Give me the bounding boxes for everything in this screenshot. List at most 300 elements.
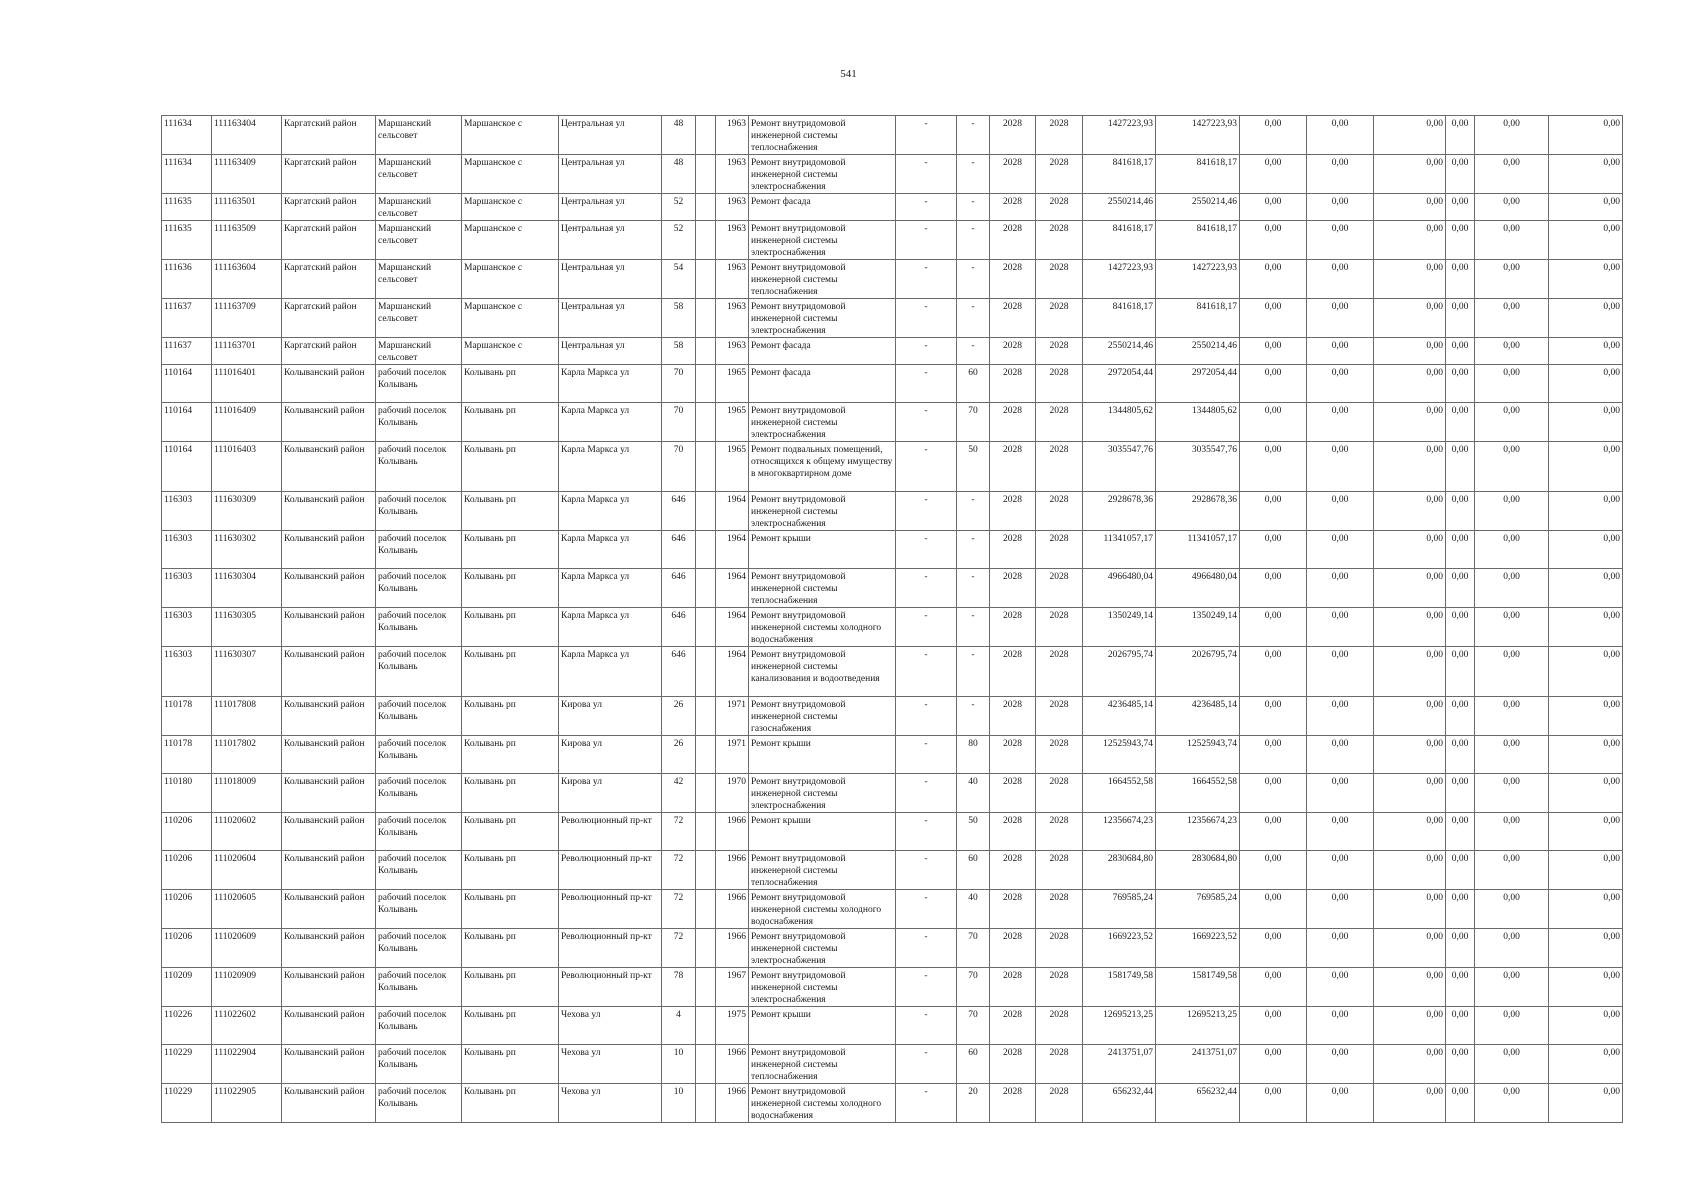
cell-house-number: 48	[662, 116, 696, 155]
cell-year: 1964	[716, 492, 749, 531]
cell-district: Колыванский район	[282, 647, 376, 697]
cell-municipality: рабочий поселок Колывань	[376, 569, 462, 608]
cell-house-number: 78	[662, 968, 696, 1007]
cell-plan-year-start: 2028	[990, 851, 1036, 890]
cell-street: Центральная ул	[559, 260, 662, 299]
cell-cost-col-b: 40	[957, 774, 990, 813]
table-row	[162, 929, 1623, 968]
cell-street: Центральная ул	[559, 221, 662, 260]
cell-cost-col-a: -	[896, 1007, 957, 1045]
cell-district: Каргатский район	[282, 338, 376, 365]
cell-street: Карла Маркса ул	[559, 492, 662, 531]
table-row	[162, 442, 1623, 492]
cell-year: 1966	[716, 1045, 749, 1084]
cell-plan-year-start: 2028	[990, 647, 1036, 697]
cell-fund-4: 0,00	[1446, 736, 1475, 774]
cell-house-code: 110206	[162, 890, 212, 929]
table-row	[162, 492, 1623, 531]
cell-building	[696, 299, 716, 338]
cell-district: Колыванский район	[282, 531, 376, 569]
cell-building	[696, 442, 716, 492]
cell-year: 1966	[716, 813, 749, 851]
cell-settlement: Колывань рп	[462, 442, 559, 492]
cell-plan-year-start: 2028	[990, 442, 1036, 492]
cell-house-number: 70	[662, 442, 696, 492]
cell-total-cost: 1350249,14	[1083, 608, 1156, 647]
cell-cost-col-b: -	[957, 697, 990, 736]
cell-year: 1971	[716, 697, 749, 736]
cell-cost-col-a: -	[896, 299, 957, 338]
cell-total-cost: 4236485,14	[1083, 697, 1156, 736]
table-row	[162, 813, 1623, 851]
cell-fund-1: 0,00	[1240, 851, 1307, 890]
cell-program-code: 111020602	[212, 813, 282, 851]
cell-program-code: 111163709	[212, 299, 282, 338]
table-row	[162, 608, 1623, 647]
cell-cost-col-a: -	[896, 365, 957, 403]
cell-fund-2: 0,00	[1307, 221, 1374, 260]
cell-fund-6: 0,00	[1549, 403, 1623, 442]
cell-work-type: Ремонт фасада	[749, 338, 896, 365]
cell-fund-4: 0,00	[1446, 365, 1475, 403]
page-number: 541	[840, 68, 857, 80]
cell-cost-col-a: -	[896, 851, 957, 890]
cell-plan-year-start: 2028	[990, 221, 1036, 260]
cell-house-code: 111637	[162, 299, 212, 338]
cell-building	[696, 531, 716, 569]
cell-year: 1963	[716, 194, 749, 221]
cell-fund-2: 0,00	[1307, 531, 1374, 569]
cell-work-type: Ремонт внутридомовой инженерной системы электроснабжения	[749, 774, 896, 813]
cell-fund-2: 0,00	[1307, 442, 1374, 492]
cell-cost-total-2: 2550214,46	[1156, 338, 1240, 365]
cell-program-code: 111017808	[212, 697, 282, 736]
cell-cost-col-a: -	[896, 929, 957, 968]
cell-street: Кирова ул	[559, 774, 662, 813]
cell-year: 1963	[716, 260, 749, 299]
cell-cost-col-b: 50	[957, 813, 990, 851]
table-row	[162, 116, 1623, 155]
cell-program-code: 111163409	[212, 155, 282, 194]
cell-program-code: 111016401	[212, 365, 282, 403]
cell-work-type: Ремонт внутридомовой инженерной системы теплоснабжения	[749, 1045, 896, 1084]
cell-district: Колыванский район	[282, 492, 376, 531]
cell-district: Колыванский район	[282, 569, 376, 608]
cell-fund-1: 0,00	[1240, 569, 1307, 608]
cell-cost-col-b: -	[957, 116, 990, 155]
cell-fund-6: 0,00	[1549, 647, 1623, 697]
cell-cost-total-2: 2550214,46	[1156, 194, 1240, 221]
cell-fund-4: 0,00	[1446, 813, 1475, 851]
cell-district: Каргатский район	[282, 194, 376, 221]
table-row	[162, 1045, 1623, 1084]
cell-house-number: 26	[662, 697, 696, 736]
cell-total-cost: 1344805,62	[1083, 403, 1156, 442]
table-row	[162, 260, 1623, 299]
cell-plan-year-end: 2028	[1036, 813, 1083, 851]
cell-cost-total-2: 1350249,14	[1156, 608, 1240, 647]
cell-building	[696, 1084, 716, 1123]
cell-plan-year-start: 2028	[990, 929, 1036, 968]
cell-fund-1: 0,00	[1240, 929, 1307, 968]
cell-house-number: 72	[662, 890, 696, 929]
cell-year: 1964	[716, 608, 749, 647]
cell-fund-1: 0,00	[1240, 1045, 1307, 1084]
cell-fund-2: 0,00	[1307, 1045, 1374, 1084]
cell-house-code: 111636	[162, 260, 212, 299]
cell-building	[696, 697, 716, 736]
cell-fund-4: 0,00	[1446, 155, 1475, 194]
cell-cost-col-b: -	[957, 531, 990, 569]
cell-fund-3: 0,00	[1374, 647, 1446, 697]
cell-plan-year-end: 2028	[1036, 890, 1083, 929]
cell-street: Кирова ул	[559, 697, 662, 736]
cell-settlement: Колывань рп	[462, 403, 559, 442]
cell-fund-2: 0,00	[1307, 403, 1374, 442]
cell-street: Карла Маркса ул	[559, 442, 662, 492]
cell-fund-4: 0,00	[1446, 338, 1475, 365]
cell-cost-col-b: 50	[957, 442, 990, 492]
cell-cost-total-2: 2830684,80	[1156, 851, 1240, 890]
cell-fund-4: 0,00	[1446, 531, 1475, 569]
cell-program-code: 111016403	[212, 442, 282, 492]
cell-cost-col-a: -	[896, 531, 957, 569]
cell-building	[696, 608, 716, 647]
cell-fund-6: 0,00	[1549, 260, 1623, 299]
cell-year: 1963	[716, 338, 749, 365]
cell-street: Революционный пр-кт	[559, 968, 662, 1007]
cell-total-cost: 3035547,76	[1083, 442, 1156, 492]
cell-year: 1963	[716, 221, 749, 260]
cell-work-type: Ремонт внутридомовой инженерной системы электроснабжения	[749, 221, 896, 260]
cell-plan-year-start: 2028	[990, 1007, 1036, 1045]
cell-municipality: Маршанский сельсовет	[376, 338, 462, 365]
cell-fund-3: 0,00	[1374, 221, 1446, 260]
cell-fund-2: 0,00	[1307, 968, 1374, 1007]
cell-fund-4: 0,00	[1446, 442, 1475, 492]
cell-work-type: Ремонт крыши	[749, 531, 896, 569]
cell-municipality: рабочий поселок Колывань	[376, 890, 462, 929]
cell-plan-year-end: 2028	[1036, 299, 1083, 338]
cell-fund-3: 0,00	[1374, 442, 1446, 492]
cell-total-cost: 2026795,74	[1083, 647, 1156, 697]
cell-work-type: Ремонт внутридомовой инженерной системы холодного водоснабжения	[749, 608, 896, 647]
cell-year: 1963	[716, 155, 749, 194]
cell-house-number: 646	[662, 608, 696, 647]
cell-municipality: рабочий поселок Колывань	[376, 736, 462, 774]
cell-district: Колыванский район	[282, 403, 376, 442]
cell-house-number: 58	[662, 299, 696, 338]
table-row	[162, 890, 1623, 929]
cell-settlement: Маршанское с	[462, 194, 559, 221]
cell-plan-year-end: 2028	[1036, 1007, 1083, 1045]
cell-building	[696, 968, 716, 1007]
cell-cost-col-a: -	[896, 260, 957, 299]
table-row	[162, 1084, 1623, 1123]
cell-cost-col-a: -	[896, 1084, 957, 1123]
cell-work-type: Ремонт крыши	[749, 813, 896, 851]
cell-cost-total-2: 4966480,04	[1156, 569, 1240, 608]
cell-program-code: 111022905	[212, 1084, 282, 1123]
cell-work-type: Ремонт внутридомовой инженерной системы газоснабжения	[749, 697, 896, 736]
cell-total-cost: 12695213,25	[1083, 1007, 1156, 1045]
cell-house-number: 646	[662, 569, 696, 608]
cell-street: Революционный пр-кт	[559, 890, 662, 929]
cell-total-cost: 11341057,17	[1083, 531, 1156, 569]
cell-street: Чехова ул	[559, 1045, 662, 1084]
cell-fund-6: 0,00	[1549, 697, 1623, 736]
cell-settlement: Колывань рп	[462, 608, 559, 647]
cell-program-code: 111630307	[212, 647, 282, 697]
capital-repair-registry-table	[161, 115, 1623, 1123]
cell-house-code: 110229	[162, 1084, 212, 1123]
cell-program-code: 111018009	[212, 774, 282, 813]
cell-work-type: Ремонт внутридомовой инженерной системы теплоснабжения	[749, 260, 896, 299]
cell-house-number: 52	[662, 194, 696, 221]
cell-cost-col-b: 60	[957, 851, 990, 890]
cell-cost-col-b: -	[957, 569, 990, 608]
cell-work-type: Ремонт внутридомовой инженерной системы электроснабжения	[749, 968, 896, 1007]
cell-street: Карла Маркса ул	[559, 569, 662, 608]
cell-district: Колыванский район	[282, 1045, 376, 1084]
cell-fund-1: 0,00	[1240, 647, 1307, 697]
cell-municipality: рабочий поселок Колывань	[376, 851, 462, 890]
cell-work-type: Ремонт подвальных помещений, относящихся к общему имуществу в многоквартирном доме	[749, 442, 896, 492]
cell-municipality: Маршанский сельсовет	[376, 116, 462, 155]
cell-cost-col-a: -	[896, 647, 957, 697]
cell-fund-5: 0,00	[1475, 608, 1549, 647]
cell-work-type: Ремонт внутридомовой инженерной системы теплоснабжения	[749, 116, 896, 155]
cell-plan-year-end: 2028	[1036, 1045, 1083, 1084]
cell-plan-year-start: 2028	[990, 155, 1036, 194]
cell-program-code: 111630304	[212, 569, 282, 608]
cell-plan-year-start: 2028	[990, 492, 1036, 531]
cell-plan-year-start: 2028	[990, 774, 1036, 813]
cell-fund-2: 0,00	[1307, 365, 1374, 403]
cell-cost-total-2: 841618,17	[1156, 155, 1240, 194]
cell-total-cost: 2550214,46	[1083, 338, 1156, 365]
cell-program-code: 111020909	[212, 968, 282, 1007]
cell-district: Колыванский район	[282, 890, 376, 929]
cell-fund-5: 0,00	[1475, 569, 1549, 608]
cell-fund-5: 0,00	[1475, 365, 1549, 403]
cell-plan-year-start: 2028	[990, 365, 1036, 403]
cell-fund-3: 0,00	[1374, 492, 1446, 531]
cell-fund-2: 0,00	[1307, 608, 1374, 647]
cell-building	[696, 194, 716, 221]
table-row	[162, 851, 1623, 890]
cell-municipality: рабочий поселок Колывань	[376, 1045, 462, 1084]
cell-settlement: Маршанское с	[462, 260, 559, 299]
cell-work-type: Ремонт крыши	[749, 1007, 896, 1045]
cell-settlement: Колывань рп	[462, 647, 559, 697]
cell-year: 1964	[716, 647, 749, 697]
cell-cost-col-b: 70	[957, 403, 990, 442]
cell-cost-col-a: -	[896, 1045, 957, 1084]
cell-total-cost: 656232,44	[1083, 1084, 1156, 1123]
cell-fund-5: 0,00	[1475, 155, 1549, 194]
cell-municipality: рабочий поселок Колывань	[376, 647, 462, 697]
cell-fund-2: 0,00	[1307, 647, 1374, 697]
cell-cost-total-2: 12695213,25	[1156, 1007, 1240, 1045]
cell-fund-4: 0,00	[1446, 1007, 1475, 1045]
cell-plan-year-start: 2028	[990, 531, 1036, 569]
table-row	[162, 647, 1623, 697]
cell-municipality: рабочий поселок Колывань	[376, 365, 462, 403]
cell-fund-3: 0,00	[1374, 1007, 1446, 1045]
cell-house-number: 72	[662, 929, 696, 968]
cell-year: 1965	[716, 442, 749, 492]
cell-total-cost: 12356674,23	[1083, 813, 1156, 851]
cell-plan-year-end: 2028	[1036, 116, 1083, 155]
cell-cost-col-b: -	[957, 260, 990, 299]
cell-fund-5: 0,00	[1475, 1084, 1549, 1123]
cell-fund-4: 0,00	[1446, 774, 1475, 813]
cell-fund-4: 0,00	[1446, 890, 1475, 929]
cell-settlement: Колывань рп	[462, 929, 559, 968]
cell-plan-year-start: 2028	[990, 260, 1036, 299]
cell-cost-col-a: -	[896, 116, 957, 155]
cell-cost-col-a: -	[896, 492, 957, 531]
cell-cost-total-2: 2413751,07	[1156, 1045, 1240, 1084]
cell-fund-6: 0,00	[1549, 221, 1623, 260]
cell-plan-year-end: 2028	[1036, 531, 1083, 569]
cell-municipality: рабочий поселок Колывань	[376, 442, 462, 492]
cell-fund-2: 0,00	[1307, 569, 1374, 608]
cell-fund-1: 0,00	[1240, 365, 1307, 403]
cell-cost-col-b: 80	[957, 736, 990, 774]
cell-district: Колыванский район	[282, 968, 376, 1007]
cell-street: Карла Маркса ул	[559, 403, 662, 442]
cell-total-cost: 1664552,58	[1083, 774, 1156, 813]
cell-cost-col-b: -	[957, 155, 990, 194]
cell-municipality: рабочий поселок Колывань	[376, 968, 462, 1007]
cell-fund-6: 0,00	[1549, 194, 1623, 221]
cell-fund-5: 0,00	[1475, 338, 1549, 365]
cell-fund-4: 0,00	[1446, 194, 1475, 221]
table-row	[162, 299, 1623, 338]
cell-plan-year-end: 2028	[1036, 608, 1083, 647]
cell-year: 1970	[716, 774, 749, 813]
cell-building	[696, 365, 716, 403]
cell-house-number: 646	[662, 492, 696, 531]
cell-building	[696, 492, 716, 531]
cell-street: Карла Маркса ул	[559, 647, 662, 697]
cell-building	[696, 338, 716, 365]
cell-fund-4: 0,00	[1446, 299, 1475, 338]
cell-fund-1: 0,00	[1240, 813, 1307, 851]
cell-fund-6: 0,00	[1549, 1007, 1623, 1045]
cell-building	[696, 221, 716, 260]
cell-fund-6: 0,00	[1549, 1045, 1623, 1084]
cell-program-code: 111022904	[212, 1045, 282, 1084]
cell-building	[696, 1007, 716, 1045]
cell-fund-3: 0,00	[1374, 299, 1446, 338]
cell-program-code: 111163701	[212, 338, 282, 365]
cell-fund-2: 0,00	[1307, 813, 1374, 851]
cell-municipality: Маршанский сельсовет	[376, 299, 462, 338]
cell-plan-year-end: 2028	[1036, 365, 1083, 403]
cell-plan-year-end: 2028	[1036, 647, 1083, 697]
cell-house-number: 42	[662, 774, 696, 813]
cell-plan-year-end: 2028	[1036, 403, 1083, 442]
cell-street: Центральная ул	[559, 116, 662, 155]
cell-cost-col-a: -	[896, 194, 957, 221]
cell-fund-1: 0,00	[1240, 1007, 1307, 1045]
cell-plan-year-end: 2028	[1036, 442, 1083, 492]
cell-cost-col-a: -	[896, 442, 957, 492]
cell-fund-6: 0,00	[1549, 890, 1623, 929]
cell-building	[696, 155, 716, 194]
cell-total-cost: 841618,17	[1083, 155, 1156, 194]
cell-fund-6: 0,00	[1549, 1084, 1623, 1123]
cell-settlement: Колывань рп	[462, 1084, 559, 1123]
cell-cost-col-b: -	[957, 492, 990, 531]
cell-district: Каргатский район	[282, 299, 376, 338]
cell-total-cost: 2928678,36	[1083, 492, 1156, 531]
cell-house-number: 72	[662, 851, 696, 890]
cell-district: Колыванский район	[282, 813, 376, 851]
cell-fund-5: 0,00	[1475, 1007, 1549, 1045]
cell-fund-5: 0,00	[1475, 647, 1549, 697]
cell-building	[696, 116, 716, 155]
cell-work-type: Ремонт внутридомовой инженерной системы электроснабжения	[749, 155, 896, 194]
cell-fund-2: 0,00	[1307, 116, 1374, 155]
table-row	[162, 774, 1623, 813]
cell-plan-year-start: 2028	[990, 1045, 1036, 1084]
cell-house-code: 111634	[162, 155, 212, 194]
cell-total-cost: 1427223,93	[1083, 260, 1156, 299]
cell-fund-1: 0,00	[1240, 736, 1307, 774]
cell-street: Кирова ул	[559, 736, 662, 774]
cell-fund-2: 0,00	[1307, 774, 1374, 813]
cell-building	[696, 647, 716, 697]
cell-fund-1: 0,00	[1240, 442, 1307, 492]
cell-house-code: 110206	[162, 929, 212, 968]
cell-plan-year-start: 2028	[990, 299, 1036, 338]
table-row	[162, 221, 1623, 260]
cell-cost-total-2: 1427223,93	[1156, 260, 1240, 299]
cell-fund-4: 0,00	[1446, 403, 1475, 442]
cell-cost-total-2: 12356674,23	[1156, 813, 1240, 851]
cell-fund-1: 0,00	[1240, 608, 1307, 647]
cell-fund-6: 0,00	[1549, 155, 1623, 194]
cell-street: Революционный пр-кт	[559, 851, 662, 890]
cell-fund-2: 0,00	[1307, 890, 1374, 929]
cell-program-code: 111163509	[212, 221, 282, 260]
cell-fund-5: 0,00	[1475, 531, 1549, 569]
cell-program-code: 111022602	[212, 1007, 282, 1045]
cell-year: 1966	[716, 890, 749, 929]
cell-street: Революционный пр-кт	[559, 813, 662, 851]
cell-house-code: 110180	[162, 774, 212, 813]
cell-municipality: рабочий поселок Колывань	[376, 929, 462, 968]
cell-fund-2: 0,00	[1307, 1007, 1374, 1045]
cell-total-cost: 1581749,58	[1083, 968, 1156, 1007]
cell-cost-total-2: 769585,24	[1156, 890, 1240, 929]
cell-plan-year-start: 2028	[990, 736, 1036, 774]
cell-cost-col-b: -	[957, 221, 990, 260]
cell-fund-1: 0,00	[1240, 403, 1307, 442]
cell-plan-year-end: 2028	[1036, 492, 1083, 531]
cell-plan-year-end: 2028	[1036, 736, 1083, 774]
cell-house-number: 4	[662, 1007, 696, 1045]
cell-settlement: Колывань рп	[462, 1007, 559, 1045]
registry-rows	[162, 116, 1623, 1123]
cell-total-cost: 1669223,52	[1083, 929, 1156, 968]
cell-cost-col-a: -	[896, 221, 957, 260]
cell-cost-col-b: 70	[957, 1007, 990, 1045]
